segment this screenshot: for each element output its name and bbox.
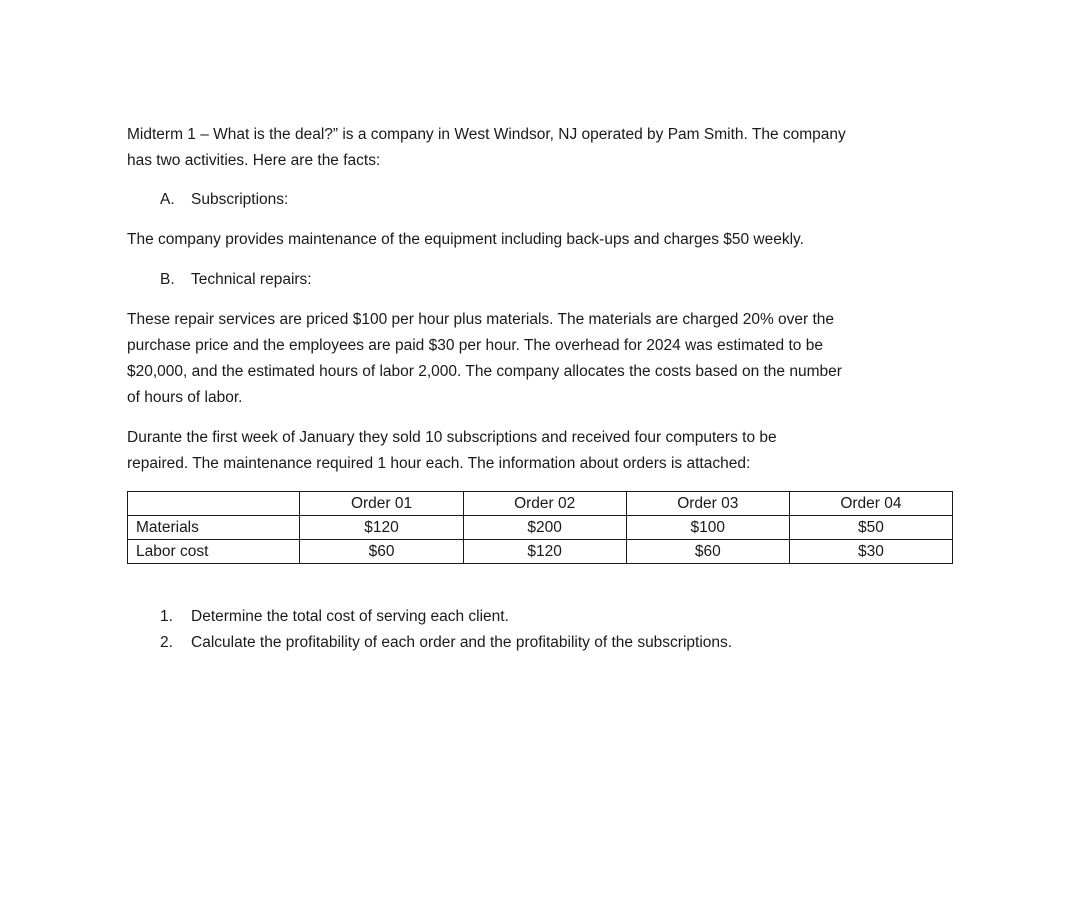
orders-table bbox=[127, 491, 953, 564]
row-label-labor-cost: Labor cost bbox=[128, 540, 300, 564]
question-number: 2. bbox=[160, 634, 173, 651]
table-cell: $100 bbox=[626, 516, 789, 540]
question-text: Determine the total cost of serving each client. bbox=[191, 608, 509, 625]
list-item bbox=[160, 604, 957, 630]
table-cell: $50 bbox=[789, 516, 952, 540]
week-info-paragraph bbox=[127, 425, 957, 477]
section-b-letter: B. bbox=[160, 271, 175, 288]
table-header-row bbox=[128, 492, 953, 516]
list-item bbox=[160, 630, 957, 656]
week-info-line-1: Durante the first week of January they sold 10 subscriptions and received four computers to be bbox=[127, 429, 777, 446]
header-order-01: Order 01 bbox=[300, 492, 463, 516]
section-a-heading bbox=[127, 187, 957, 213]
table-row bbox=[128, 516, 953, 540]
header-order-03: Order 03 bbox=[626, 492, 789, 516]
section-b-heading bbox=[127, 267, 957, 293]
week-info-line-2: repaired. The maintenance required 1 hour each. The information about orders is attached: bbox=[127, 455, 751, 472]
section-b-paragraph bbox=[127, 307, 957, 411]
table-cell: $120 bbox=[300, 516, 463, 540]
table-cell: $200 bbox=[463, 516, 626, 540]
table-cell: $30 bbox=[789, 540, 952, 564]
header-order-02: Order 02 bbox=[463, 492, 626, 516]
question-number: 1. bbox=[160, 608, 173, 625]
table-cell: $60 bbox=[626, 540, 789, 564]
question-text: Calculate the profitability of each order and the profitability of the subscriptions. bbox=[191, 634, 733, 651]
document-page bbox=[127, 122, 957, 656]
section-a-text: The company provides maintenance of the equipment including back-ups and charges $50 weekly. bbox=[127, 231, 804, 248]
section-b-line-4: of hours of labor. bbox=[127, 389, 243, 406]
section-b-line-1: These repair services are priced $100 per hour plus materials. The materials are charged 20% over the bbox=[127, 311, 835, 328]
section-a-letter: A. bbox=[160, 191, 175, 208]
header-order-04: Order 04 bbox=[789, 492, 952, 516]
table-cell: $120 bbox=[463, 540, 626, 564]
intro-line-2: has two activities. Here are the facts: bbox=[127, 152, 381, 169]
table-cell: $60 bbox=[300, 540, 463, 564]
table-row bbox=[128, 540, 953, 564]
row-label-materials: Materials bbox=[128, 516, 300, 540]
intro-line-1: Midterm 1 – What is the deal?” is a company in West Windsor, NJ operated by Pam Smith. The company bbox=[127, 126, 846, 143]
section-b-label: Technical repairs: bbox=[191, 271, 312, 288]
section-b-line-3: $20,000, and the estimated hours of labor 2,000. The company allocates the costs based on the number bbox=[127, 363, 842, 380]
section-a-label: Subscriptions: bbox=[191, 191, 289, 208]
table-corner-cell bbox=[128, 492, 300, 516]
section-b-line-2: purchase price and the employees are paid $30 per hour. The overhead for 2024 was estimated to be bbox=[127, 337, 823, 354]
intro-paragraph bbox=[127, 122, 957, 174]
questions-list bbox=[127, 604, 957, 656]
